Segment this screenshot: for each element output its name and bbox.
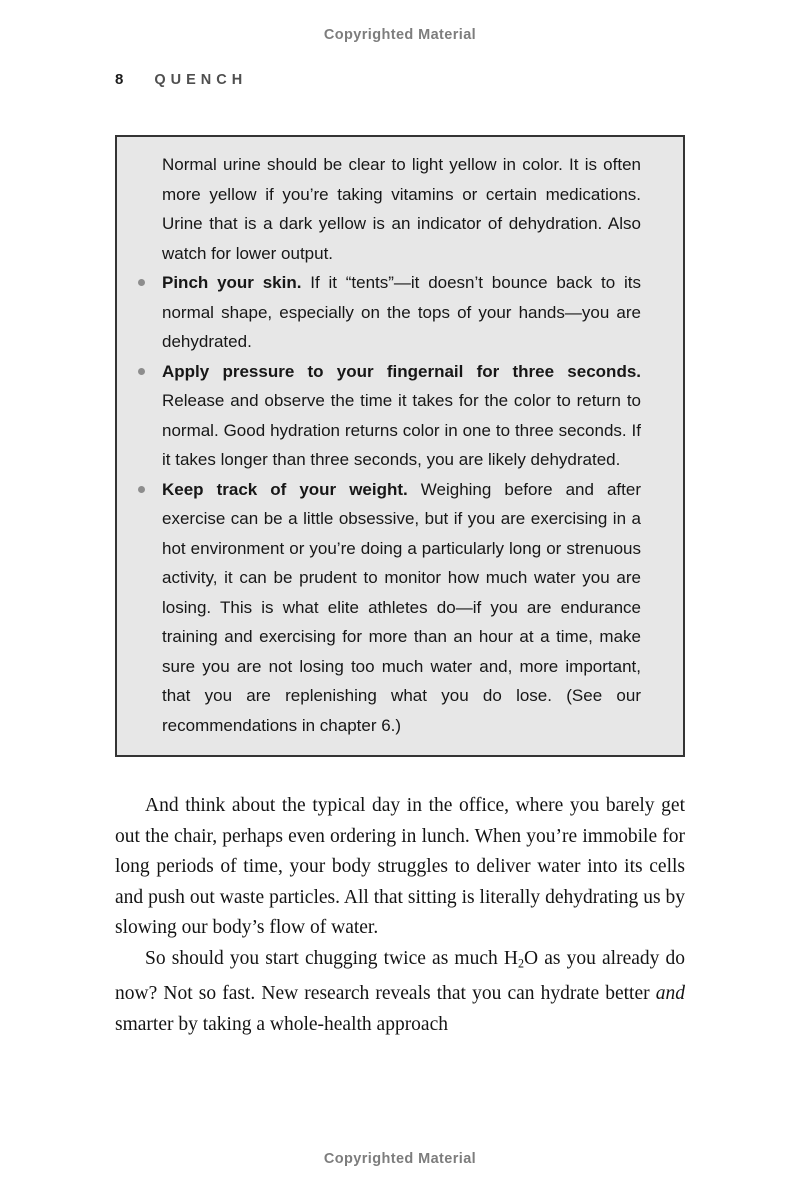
body-paragraph-2 (115, 944, 685, 1040)
paragraph-2-italic-word: and (655, 983, 685, 1005)
bullet-body: Release and observe the time it takes for the color to return to normal. Good hydration returns color in one to three seconds. If it takes longer than three seconds, you are likely dehydrated. (162, 391, 641, 469)
bullet-icon (138, 279, 145, 286)
callout-intro-paragraph: Normal urine should be clear to light yellow in color. It is often more yellow if you’re taking vitamins or certain medications. Urine that is a dark yellow is an indicator of dehydration. Also watch for lower output. (162, 155, 641, 263)
running-header (115, 71, 247, 88)
hydration-checks-callout-box (115, 135, 685, 757)
paragraph-2-segment: O as you already do now? Not so fast. New research reveals that you can hydrate better (115, 947, 686, 1005)
running-head-title: QUENCH (154, 72, 248, 88)
bullet-icon (138, 368, 145, 375)
paragraph-2-segment: So should you start chugging twice as much H (145, 947, 518, 969)
callout-bullet-list (162, 268, 641, 740)
list-item (162, 475, 641, 741)
bullet-body: If it “tents”—it doesn’t bounce back to its normal shape, especially on the tops of your hands—you are dehydrated. (162, 273, 641, 351)
copyright-notice-bottom: Copyrighted Material (323, 1151, 477, 1167)
body-text-block (115, 791, 685, 1040)
body-paragraph-1: And think about the typical day in the office, where you barely get out the chair, perhaps even ordering in lunch. When you’re immobile for long periods of time, your body struggles to deliver water into its cells and push out waste particles. All that sitting is literally dehydrating us by slowing our body’s flow of water. (115, 795, 685, 939)
bullet-lead: Pinch your skin. (162, 273, 302, 292)
page-number: 8 (115, 71, 124, 88)
bullet-lead: Keep track of your weight. (162, 479, 408, 499)
bullet-body: Weighing before and after exercise can be a little obsessive, but if you are exercising in a hot environment or you’re doing a particularly long or strenuous activity, it can be prudent to monitor how much water you are losing. This is what elite athletes do—if you are endurance training and exercising for more than an hour at a time, make sure you are not losing too much water and, more important, that you are replenishing what you do lose. (See our recommendations in chapter 6.) (162, 479, 641, 735)
bullet-lead: Apply pressure to your fingernail for three seconds. (162, 361, 641, 381)
paragraph-2-segment: smarter by taking a whole-health approach (115, 1013, 448, 1035)
list-item (162, 268, 641, 357)
copyright-notice-top: Copyrighted Material (323, 27, 477, 43)
bullet-icon (138, 486, 145, 493)
h2o-subscript: 2 (517, 956, 525, 971)
list-item (162, 357, 641, 475)
